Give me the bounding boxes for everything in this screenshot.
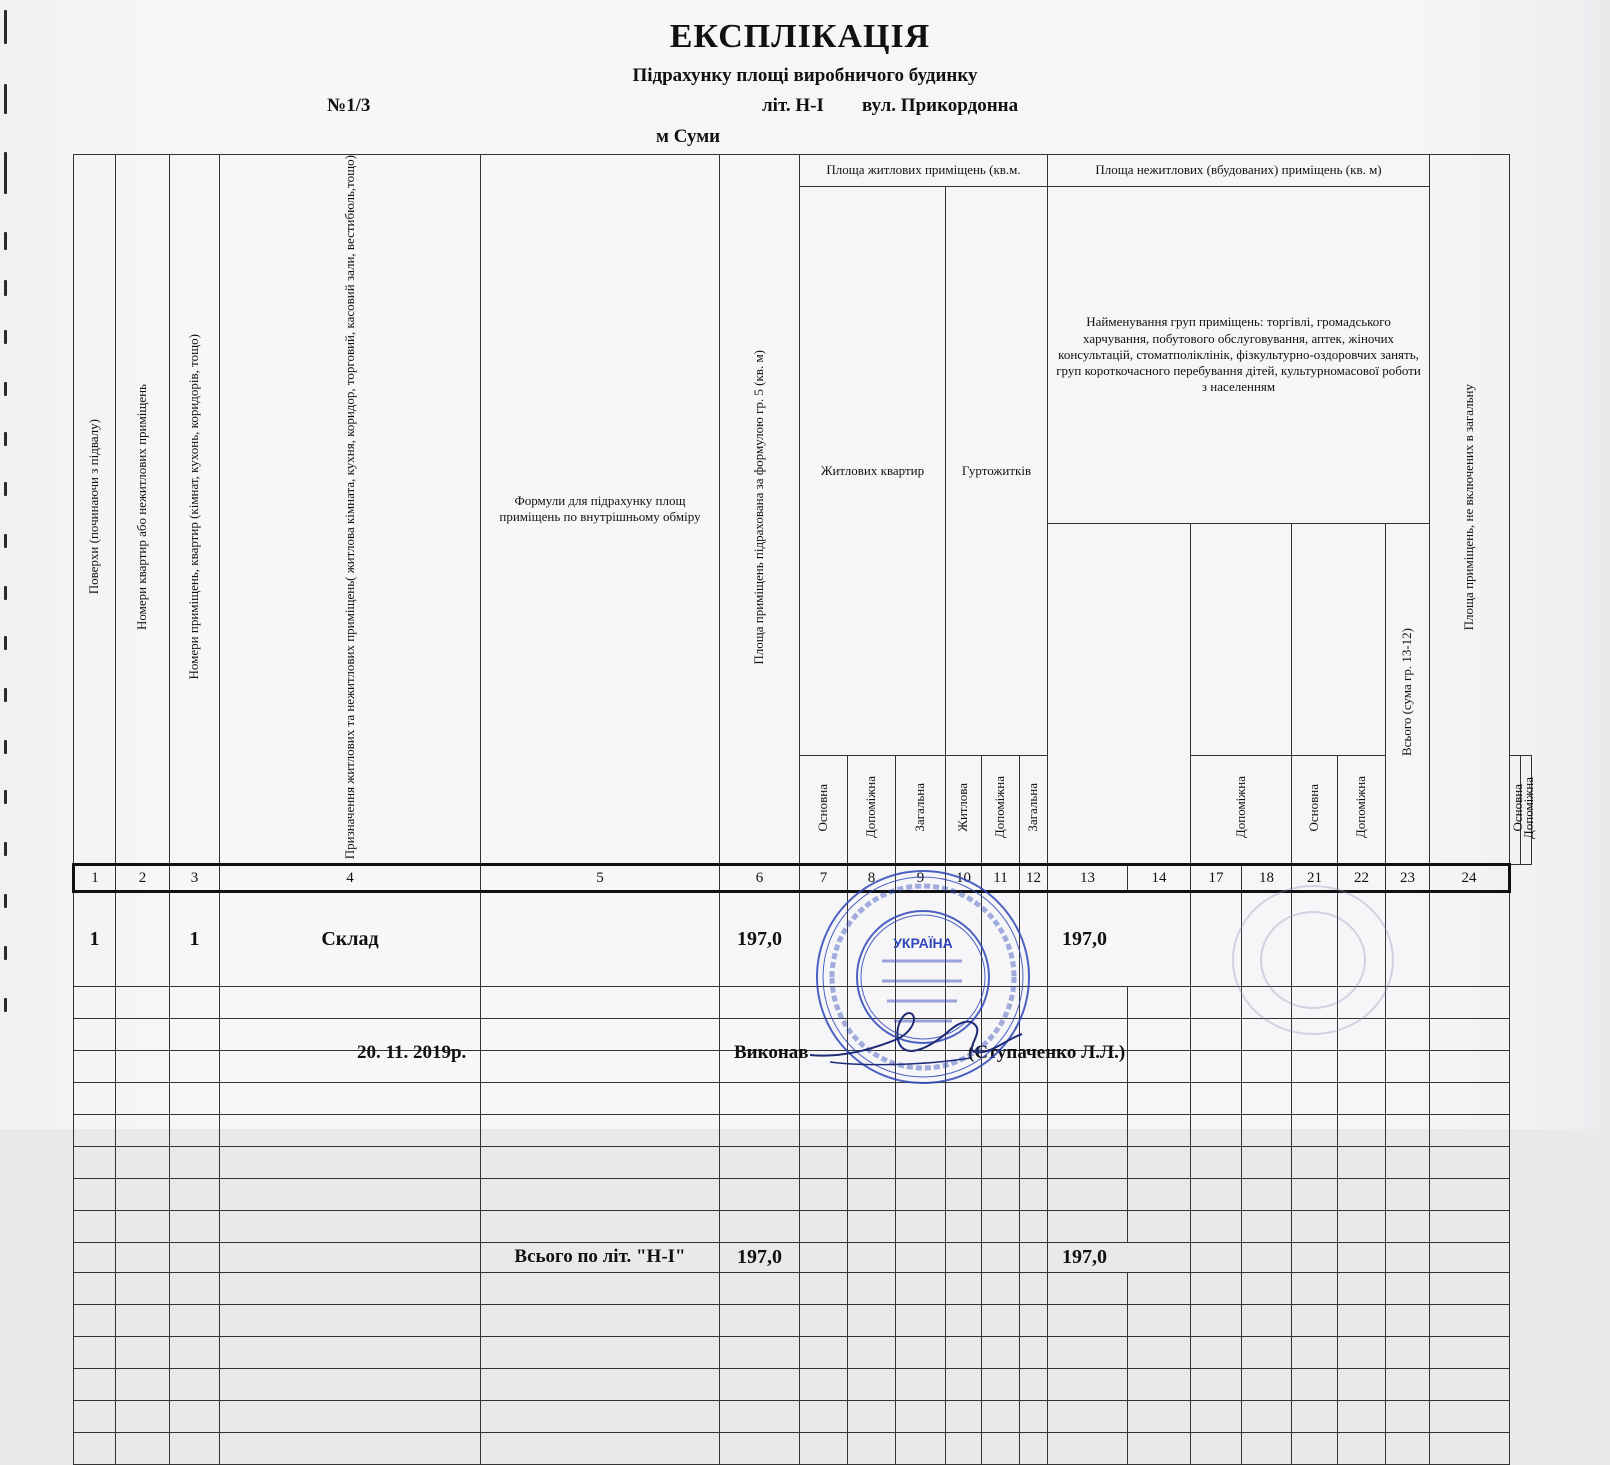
row-main-nonresidential: 197,0 bbox=[1048, 892, 1191, 987]
header-col-12: Загальна bbox=[1020, 755, 1048, 865]
header-col-18: Допоміжна bbox=[1338, 755, 1386, 865]
column-number-22: 22 bbox=[1338, 865, 1386, 892]
city-name: м Суми bbox=[656, 126, 721, 147]
document-title: ЕКСПЛІКАЦІЯ bbox=[669, 18, 931, 55]
explication-table bbox=[72, 154, 1537, 1465]
column-number-14: 14 bbox=[1128, 865, 1191, 892]
header-residential-area: Площа житлових приміщень (кв.м. bbox=[800, 155, 1048, 187]
table-row-empty bbox=[74, 1432, 1532, 1464]
total-main-nonresidential: 197,0 bbox=[1048, 1242, 1191, 1273]
header-area: Площа приміщень підрахована за формулою гр. 5 (кв. м) bbox=[720, 155, 800, 865]
street-address: вул. Прикордонна bbox=[862, 95, 1019, 116]
column-number-13: 13 bbox=[1048, 865, 1128, 892]
header-nonresidential-area: Площа нежитлових (вбудованих) приміщень (кв. м) bbox=[1048, 155, 1430, 187]
header-dormitories: Гуртожитків bbox=[946, 187, 1048, 756]
column-number-24: 24 bbox=[1430, 865, 1510, 892]
header-col-8: Допоміжна bbox=[848, 755, 896, 865]
faint-stamp bbox=[1228, 880, 1398, 1040]
header-floors: Поверхи (починаючи з підвалу) bbox=[74, 155, 116, 865]
header-apartment-numbers: Номери квартир або нежитлових приміщень bbox=[116, 155, 170, 865]
header-formulas: Формули для підрахунку площ приміщень по внутрішньому обміру bbox=[481, 155, 720, 865]
header-excluded-area: Площа приміщень, не включених в загальну bbox=[1430, 155, 1510, 865]
column-number-5: 5 bbox=[481, 865, 720, 892]
column-number-23: 23 bbox=[1386, 865, 1430, 892]
header-groups-description: Найменування груп приміщень: торгівлі, громадського харчування, побутового обслуговування, аптек, жіночих консультацій, стоматполіклінік, фізкультурно-оздоровчих занять, груп короткочасного перебування дітей, культурномасової роботи з населенням bbox=[1048, 187, 1430, 524]
row-purpose: Склад bbox=[220, 892, 481, 987]
building-letter: літ. Н-І bbox=[762, 95, 824, 116]
table-row-empty bbox=[74, 1146, 1532, 1178]
table-row-empty bbox=[74, 1114, 1532, 1146]
column-number-1: 1 bbox=[74, 865, 116, 892]
header-col-17: Основна bbox=[1292, 755, 1338, 865]
column-number-21: 21 bbox=[1292, 865, 1338, 892]
header-subgroup-1 bbox=[1048, 524, 1191, 865]
footer-date: 20. 11. 2019р. bbox=[357, 1042, 467, 1063]
document-subtitle: Підрахунку площі виробничого будинку bbox=[632, 65, 978, 86]
header-apartments: Житлових квартир bbox=[800, 187, 946, 756]
document-number: №1/3 bbox=[327, 95, 371, 116]
table-row-empty bbox=[74, 1082, 1532, 1114]
table-row-empty bbox=[74, 1273, 1532, 1305]
column-number-7: 7 bbox=[800, 865, 848, 892]
table-row-total bbox=[74, 1242, 1532, 1273]
column-number-3: 3 bbox=[170, 865, 220, 892]
header-col-9: Загальна bbox=[896, 755, 946, 865]
table-row-empty bbox=[74, 1337, 1532, 1369]
column-number-6: 6 bbox=[720, 865, 800, 892]
column-number-9: 9 bbox=[896, 865, 946, 892]
column-number-4: 4 bbox=[220, 865, 481, 892]
column-number-18: 18 bbox=[1242, 865, 1292, 892]
header-col-22: Допоміжна bbox=[1521, 755, 1532, 865]
total-label: Всього по літ. "Н-І" bbox=[481, 1242, 720, 1273]
header-col-7: Основна bbox=[800, 755, 848, 865]
column-number-10: 10 bbox=[946, 865, 982, 892]
column-number-17: 17 bbox=[1191, 865, 1242, 892]
row-area: 197,0 bbox=[720, 892, 800, 987]
column-number-11: 11 bbox=[982, 865, 1020, 892]
footer-executor-name: (Ступаченко Л.Л.) bbox=[968, 1042, 1126, 1063]
header-sum-total: Всього (сума гр. 13-12) bbox=[1386, 524, 1430, 865]
header-purpose: Призначення житлових та нежитлових приміщень( житлова кімната, кухня, коридор, торговий, касовий зали, вестибюль,тощо) bbox=[220, 155, 481, 865]
row-floor: 1 bbox=[74, 892, 116, 987]
column-number-12: 12 bbox=[1020, 865, 1048, 892]
column-number-2: 2 bbox=[116, 865, 170, 892]
header-subgroup-2 bbox=[1191, 524, 1292, 755]
header-room-numbers: Номери приміщень, квартир (кімнат, кухонь, коридорів, тощо) bbox=[170, 155, 220, 865]
header-subgroup-3 bbox=[1292, 524, 1386, 755]
header-col-21: Основна bbox=[1510, 755, 1521, 865]
stamp-center-text: УКРАЇНА bbox=[893, 935, 953, 951]
footer-executed-label: Виконав bbox=[734, 1042, 809, 1063]
signature bbox=[800, 1000, 1030, 1080]
row-room-number: 1 bbox=[170, 892, 220, 987]
header-col-11: Допоміжна bbox=[982, 755, 1020, 865]
table-row-empty bbox=[74, 1400, 1532, 1432]
header-col-10: Житлова bbox=[946, 755, 982, 865]
table-row-empty bbox=[74, 1369, 1532, 1401]
table-row-empty bbox=[74, 1210, 1532, 1242]
header-col-14: Допоміжна bbox=[1191, 755, 1292, 865]
column-number-8: 8 bbox=[848, 865, 896, 892]
table-row-empty bbox=[74, 1178, 1532, 1210]
total-area: 197,0 bbox=[720, 1242, 800, 1273]
table-row-empty bbox=[74, 1305, 1532, 1337]
